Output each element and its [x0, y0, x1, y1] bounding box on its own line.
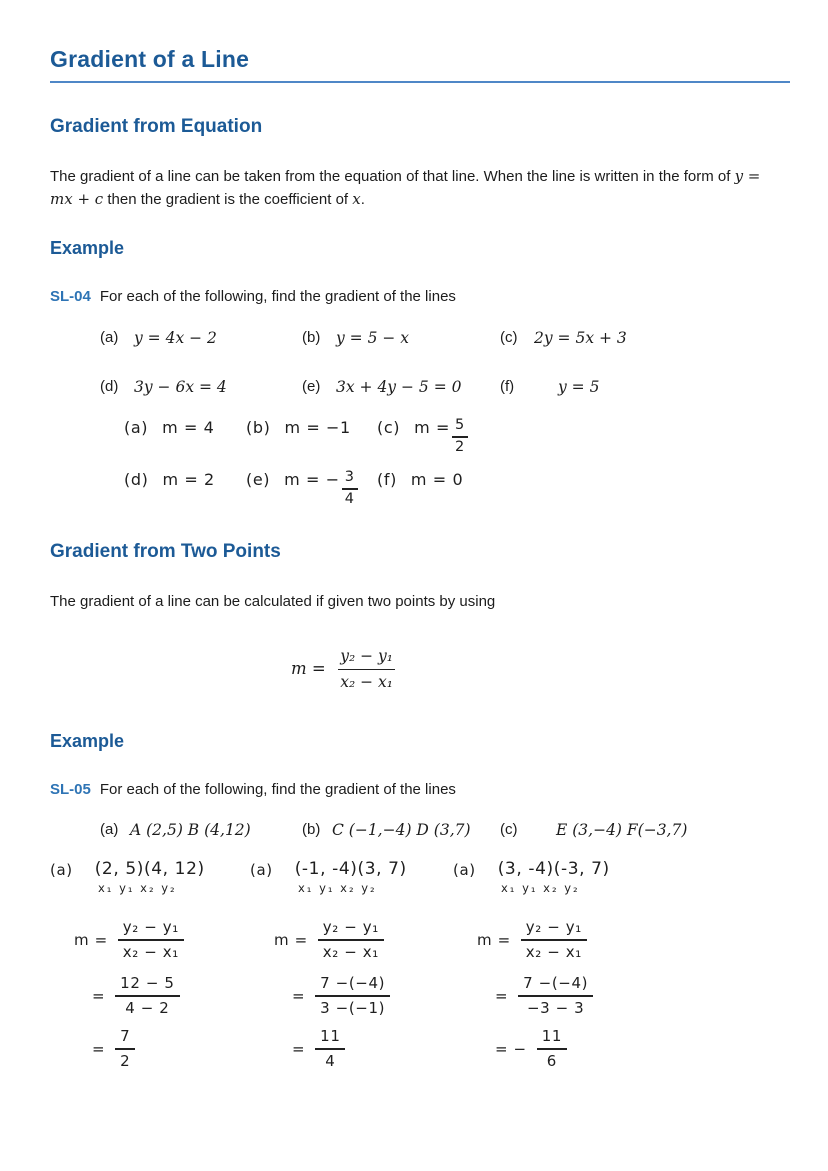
working-substitution-line — [92, 975, 250, 1018]
item-label: (a) — [100, 820, 119, 838]
working-result-line — [92, 1028, 250, 1071]
paragraph-text: The gradient of a line can be taken from the equation of that line. When the line is written in the form of — [50, 168, 735, 185]
exercise-code: SL-04 — [50, 288, 91, 305]
paragraph-text: then the gradient is the coefficient of — [103, 191, 353, 208]
points-handwritten: (-1, -4)(3, 7) — [294, 858, 407, 879]
exercise-sl04 — [50, 288, 790, 305]
fraction-denominator: 2 — [120, 1051, 131, 1070]
handwritten-answers-row-1 — [124, 418, 790, 456]
formula-fraction — [118, 919, 184, 962]
points-item-b — [302, 821, 500, 839]
coordinate-labels: x₁ y₁ x₂ y₂ — [298, 880, 377, 895]
working-column-a — [50, 859, 250, 1071]
item-label: (b) — [246, 418, 271, 437]
equation-item-e — [302, 378, 500, 396]
working-substitution-line — [495, 975, 723, 1018]
equation-row-2 — [100, 378, 790, 396]
equation-item-a — [100, 329, 302, 347]
item-label: (a) — [124, 418, 149, 437]
answer-value: m = 2 — [162, 469, 215, 489]
fraction-denominator: x₂ − x₁ — [340, 673, 393, 692]
example-heading: Example — [50, 730, 125, 751]
equals-sign: = — [292, 987, 306, 1006]
item-label: (c) — [500, 329, 518, 346]
equation: y = 5 — [558, 378, 600, 396]
equation: y = 4x − 2 — [134, 329, 217, 347]
fraction-denominator: 6 — [546, 1051, 557, 1070]
equals-sign: = — [92, 1039, 106, 1058]
fraction-numerator: 11 — [537, 1028, 567, 1050]
answer-value: m = 4 — [162, 418, 215, 437]
exercise-prompt: For each of the following, find the gradient of the lines — [99, 780, 456, 798]
formula-lead: m = — [274, 930, 308, 949]
answer-fraction — [452, 418, 468, 456]
formula-fraction — [521, 919, 587, 962]
fraction-numerator: 12 − 5 — [115, 975, 179, 997]
formula-fraction — [318, 919, 384, 962]
fraction-denominator: −3 − 3 — [526, 999, 585, 1018]
substitution-fraction — [518, 975, 593, 1018]
fraction-denominator: x₂ − x₁ — [322, 942, 379, 961]
answer-b — [246, 418, 377, 437]
item-label: (c) — [500, 820, 518, 838]
points-handwritten: (2, 5)(4, 12) — [94, 858, 205, 879]
item-label: (e) — [302, 378, 321, 395]
body-paragraph: The gradient of a line can be calculated if given two points by using — [50, 592, 496, 610]
item-label: (e) — [246, 469, 271, 489]
working-points — [50, 859, 250, 879]
equation-item-f — [500, 378, 740, 396]
points-item-c — [500, 821, 780, 839]
points-handwritten: (3, -4)(-3, 7) — [497, 858, 610, 879]
answer-fraction — [342, 470, 358, 508]
answer-value: m = 0 — [410, 469, 464, 489]
equation: 2y = 5x + 3 — [534, 329, 627, 347]
answer-d — [124, 470, 246, 489]
equals-sign: = — [495, 987, 509, 1006]
item-label: (d) — [124, 469, 149, 489]
item-label: (b) — [302, 329, 321, 346]
substitution-fraction — [315, 975, 390, 1018]
fraction-numerator: y₂ − y₁ — [338, 647, 395, 670]
item-label: (d) — [100, 378, 119, 395]
equals-sign: = − — [495, 1039, 527, 1058]
working-substitution-line — [292, 975, 453, 1018]
equation-item-d — [100, 378, 302, 396]
working-column-c — [453, 859, 723, 1071]
paragraph-text: . — [360, 191, 365, 208]
exercise-prompt: For each of the following, find the gradient of the lines — [99, 288, 456, 305]
result-fraction — [537, 1028, 567, 1071]
inline-math-x: x — [352, 190, 361, 208]
equals-sign: = — [292, 1039, 306, 1058]
fraction-denominator: x₂ − x₁ — [525, 942, 582, 961]
answer-c — [377, 418, 557, 456]
handwritten-working-row — [50, 859, 790, 1071]
equation-item-b — [302, 329, 500, 347]
formula-lead: m = — [477, 930, 511, 949]
body-paragraph — [50, 165, 774, 211]
item-label: (a) — [453, 860, 476, 879]
equation: 3x + 4y − 5 = 0 — [336, 378, 462, 396]
points-item-a — [100, 821, 302, 839]
working-formula-line — [477, 919, 723, 962]
answer-value: m = − — [284, 469, 340, 489]
working-points — [250, 859, 453, 879]
working-points — [453, 859, 723, 879]
exercise-sl05 — [50, 781, 790, 798]
fraction-numerator: y₂ − y₁ — [118, 919, 184, 941]
handwritten-answers-row-2 — [124, 470, 790, 508]
formula-lead: m = — [291, 658, 326, 678]
section-heading-gradient-from-equation: Gradient from Equation — [50, 116, 263, 137]
substitution-fraction — [115, 975, 179, 1018]
points-row — [100, 821, 790, 839]
formula-lead: m = — [74, 930, 108, 949]
working-column-b — [250, 859, 453, 1071]
equation-item-c — [500, 329, 740, 347]
fraction-denominator: 3 −(−1) — [320, 999, 386, 1018]
equation: y = 5 − x — [336, 329, 410, 347]
equation-row-1 — [100, 329, 790, 347]
fraction-numerator: 11 — [315, 1028, 345, 1050]
answer-value: m = — [414, 418, 450, 437]
fraction-denominator: 4 — [325, 1051, 336, 1070]
answer-value: m = −1 — [284, 418, 351, 437]
example-heading: Example — [50, 238, 125, 258]
fraction-numerator: 5 — [452, 418, 468, 438]
result-fraction — [315, 1028, 345, 1071]
item-label: (c) — [377, 418, 401, 437]
fraction-denominator: 2 — [454, 438, 465, 455]
answer-f — [377, 470, 557, 489]
answer-a — [124, 418, 246, 437]
points-values: C (−1,−4) D (3,7) — [332, 820, 471, 839]
item-label: (a) — [100, 329, 119, 346]
item-label: (a) — [250, 860, 273, 879]
fraction-numerator: 7 −(−4) — [518, 975, 593, 997]
working-result-line — [495, 1028, 723, 1071]
formula-fraction — [338, 647, 395, 693]
points-values: A (2,5) B (4,12) — [130, 820, 251, 839]
item-label: (a) — [50, 860, 73, 879]
gradient-formula — [50, 647, 636, 693]
fraction-denominator: 4 − 2 — [125, 999, 170, 1018]
fraction-denominator: 4 — [344, 490, 355, 507]
exercise-code: SL-05 — [50, 780, 91, 798]
result-fraction — [115, 1028, 135, 1071]
item-label: (f) — [377, 469, 397, 489]
item-label: (f) — [500, 378, 515, 395]
equals-sign: = — [92, 987, 106, 1006]
fraction-numerator: 7 −(−4) — [315, 975, 390, 997]
fraction-numerator: y₂ − y₁ — [318, 919, 384, 941]
fraction-numerator: y₂ − y₁ — [521, 919, 587, 941]
page-title: Gradient of a Line — [50, 46, 790, 83]
fraction-numerator: 7 — [115, 1028, 135, 1050]
working-formula-line — [74, 919, 250, 962]
fraction-numerator: 3 — [342, 470, 358, 490]
points-values: E (3,−4) F(−3,7) — [556, 820, 688, 839]
item-label: (b) — [302, 820, 321, 838]
section-heading-gradient-from-two-points: Gradient from Two Points — [50, 540, 281, 562]
inline-math-y-mx-c: y = mx + c — [50, 167, 761, 208]
coordinate-labels: x₁ y₁ x₂ y₂ — [501, 880, 580, 895]
working-formula-line — [274, 919, 453, 962]
working-result-line — [292, 1028, 453, 1071]
fraction-denominator: x₂ − x₁ — [122, 942, 179, 961]
coordinate-labels: x₁ y₁ x₂ y₂ — [98, 880, 177, 895]
answer-e — [246, 470, 377, 508]
equation: 3y − 6x = 4 — [134, 378, 227, 396]
